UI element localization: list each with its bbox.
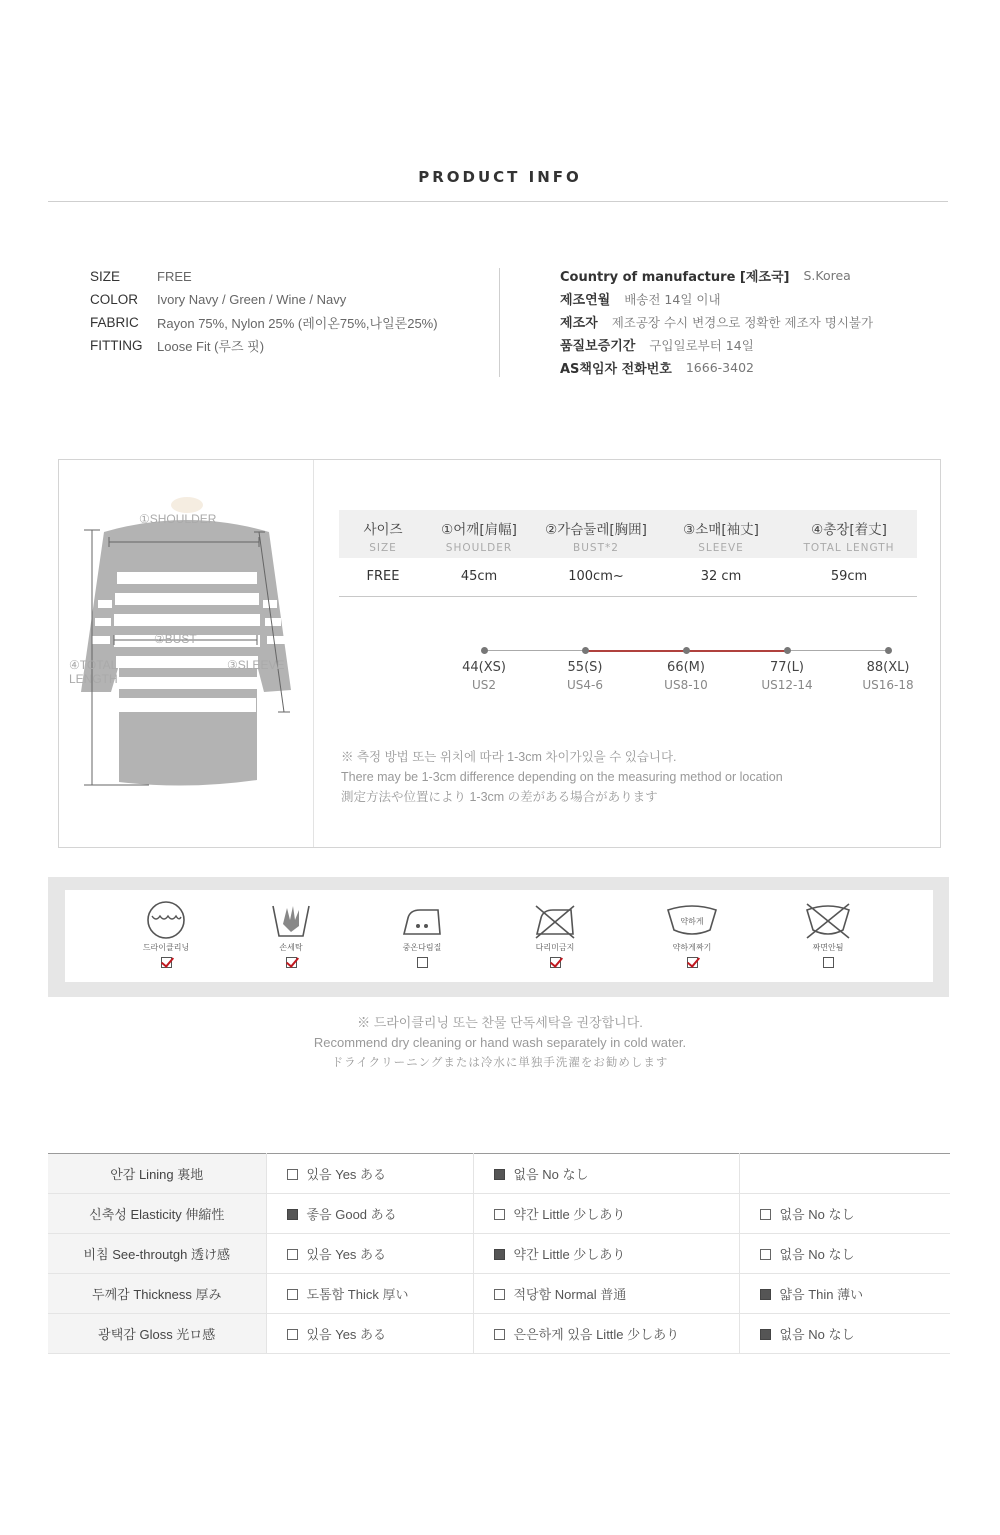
- care-checkbox: [823, 957, 834, 968]
- option-checkbox: [287, 1169, 298, 1180]
- scale-dot: [481, 647, 488, 654]
- option-checkbox: [494, 1169, 505, 1180]
- feature-option: [473, 1274, 739, 1314]
- spec-key: 제조자: [560, 316, 598, 331]
- spec-key: 품질보증기간: [560, 339, 636, 354]
- spec-key: FITTING: [90, 338, 143, 353]
- garment-diagram: [59, 460, 314, 847]
- scale-label: [545, 660, 625, 692]
- table-row: [48, 1154, 950, 1194]
- option-checkbox: [287, 1289, 298, 1300]
- care-note-ko: ※ 드라이클리닝 또는 찬물 단독세탁을 권장합니다.: [357, 1015, 643, 1030]
- scale-label: [444, 660, 524, 692]
- sleeve-label: ③SLEEVE: [227, 658, 285, 672]
- spec-value: Rayon 75%, Nylon 25% (레이온75%,나일론25%): [157, 316, 438, 331]
- header-en: BUST*2: [573, 542, 619, 554]
- scale-kr-size: 77(L): [770, 660, 804, 675]
- option-text: 약간 Little 少しあり: [513, 1247, 626, 1262]
- spec-row: [90, 265, 438, 288]
- feature-label: 광택감 Gloss 光ロ感: [48, 1314, 266, 1354]
- scale-us-size: US4-6: [567, 678, 603, 692]
- spec-list-right: [560, 264, 873, 379]
- option-checkbox: [760, 1289, 771, 1300]
- feature-option: [739, 1194, 950, 1234]
- feature-option: [739, 1274, 950, 1314]
- gentle-wring-icon: [642, 900, 742, 940]
- care-label: 손세탁: [279, 943, 303, 952]
- option-checkbox: [494, 1249, 505, 1260]
- care-item: [116, 890, 216, 982]
- header-cell: [531, 510, 661, 558]
- size-scale: [379, 640, 914, 700]
- option-text: 없음 No なし: [779, 1207, 855, 1222]
- care-checkbox: [550, 957, 561, 968]
- option-text: 있음 Yes ある: [306, 1247, 387, 1262]
- scale-us-size: US12-14: [761, 678, 813, 692]
- measure-note: [341, 747, 783, 807]
- svg-text:약하게: 약하게: [680, 917, 704, 926]
- header-en: SIZE: [369, 542, 397, 554]
- spec-value: 1666-3402: [685, 360, 754, 375]
- table-row: [339, 558, 917, 596]
- scale-dot: [784, 647, 791, 654]
- feature-option: [473, 1314, 739, 1354]
- feature-option: [266, 1234, 473, 1274]
- size-cell: FREE: [339, 558, 427, 596]
- page-title: PRODUCT INFO: [418, 168, 582, 186]
- care-label: 다리미금지: [535, 943, 575, 952]
- feature-option: [739, 1314, 950, 1354]
- header-ko: ②가슴둘레[胸囲]: [545, 522, 647, 538]
- scale-label: [747, 660, 827, 692]
- note-en: There may be 1-3cm difference depending on the measuring method or location: [341, 770, 783, 784]
- care-checkbox: [161, 957, 172, 968]
- feature-label: 비침 See-throutgh 透け感: [48, 1234, 266, 1274]
- table-row: [48, 1314, 950, 1354]
- spec-key: COLOR: [90, 292, 139, 307]
- scale-kr-size: 55(S): [567, 660, 603, 675]
- no-iron-icon: [505, 900, 605, 940]
- iron-medium-icon: [372, 900, 472, 940]
- care-checkbox: [687, 957, 698, 968]
- table-row: [48, 1194, 950, 1234]
- header-en: SHOULDER: [445, 542, 513, 554]
- spec-row: [90, 311, 438, 334]
- care-panel: [48, 877, 949, 997]
- spec-row: [560, 333, 873, 356]
- scale-label: [848, 660, 928, 692]
- spec-value: S.Korea: [803, 268, 851, 283]
- spec-list-left: [90, 265, 438, 357]
- scale-dot: [582, 647, 589, 654]
- spec-key: Country of manufacture [제조국]: [560, 270, 790, 285]
- feature-option: [266, 1194, 473, 1234]
- size-chart-box: [58, 459, 941, 848]
- spec-row: [560, 310, 873, 333]
- feature-option: [473, 1194, 739, 1234]
- size-table-header: [339, 510, 917, 558]
- spec-row: [560, 264, 873, 287]
- spec-value: 구입일로부터 14일: [649, 337, 754, 353]
- care-icons: [65, 890, 933, 982]
- spec-value: FREE: [157, 269, 192, 284]
- care-note-ja: ドライクリーニングまたは冷水に単独手洗濯をお勧めします: [331, 1057, 669, 1069]
- option-text: 없음 No なし: [513, 1167, 589, 1182]
- feature-label: 두께감 Thickness 厚み: [48, 1274, 266, 1314]
- shoulder-cell: 45cm: [427, 558, 531, 596]
- spec-value: Loose Fit (루즈 핏): [157, 339, 265, 354]
- table-row: [48, 1234, 950, 1274]
- option-checkbox: [287, 1329, 298, 1340]
- care-note: [0, 1013, 1000, 1073]
- no-wring-icon: [778, 900, 878, 940]
- header-cell: [781, 510, 917, 558]
- option-text: 있음 Yes ある: [306, 1167, 387, 1182]
- care-label: 드라이클리닝: [142, 943, 190, 952]
- spec-value: 제조공장 수시 변경으로 정확한 제조자 명시불가: [611, 314, 874, 330]
- feature-option: [266, 1314, 473, 1354]
- scale-label: [646, 660, 726, 692]
- spec-key: SIZE: [90, 269, 121, 284]
- sleeve-cell: 32 cm: [661, 558, 781, 596]
- option-checkbox: [287, 1249, 298, 1260]
- note-ja: 測定方法や位置により 1-3cm の差がある場合があります: [341, 790, 658, 804]
- spec-row: [90, 288, 438, 311]
- feature-option: [266, 1274, 473, 1314]
- option-text: 도톰함 Thick 厚い: [306, 1287, 409, 1302]
- dry-clean-icon: [116, 900, 216, 940]
- care-checkbox: [417, 957, 428, 968]
- hand-wash-icon: [241, 900, 341, 940]
- spec-value: 배송전 14일 이내: [624, 291, 721, 307]
- option-text: 적당함 Normal 普通: [513, 1287, 627, 1302]
- option-text: 약간 Little 少しあり: [513, 1207, 626, 1222]
- header-en: SLEEVE: [698, 542, 744, 554]
- spec-key: FABRIC: [90, 315, 139, 330]
- spec-key: 제조연월: [560, 293, 611, 308]
- spec-key: AS책임자 전화번호: [560, 362, 672, 377]
- bust-label: ②BUST: [154, 632, 197, 646]
- care-note-en: Recommend dry cleaning or hand wash separately in cold water.: [313, 1035, 687, 1050]
- spec-row: [560, 287, 873, 310]
- care-item: [372, 890, 472, 982]
- feature-option: [266, 1154, 473, 1194]
- option-checkbox: [760, 1329, 771, 1340]
- option-checkbox: [494, 1329, 505, 1340]
- header-cell: [427, 510, 531, 558]
- feature-option: [473, 1234, 739, 1274]
- feature-option: [739, 1154, 950, 1194]
- spec-row: [90, 334, 438, 357]
- option-text: 얇음 Thin 薄い: [779, 1287, 864, 1302]
- option-checkbox: [287, 1209, 298, 1220]
- total-length-label: LENGTH: [69, 672, 118, 686]
- feature-option: [473, 1154, 739, 1194]
- header-ko: ③소매[袖丈]: [683, 522, 759, 538]
- care-item: [241, 890, 341, 982]
- option-text: 없음 No なし: [779, 1327, 855, 1342]
- scale-kr-size: 66(M): [667, 660, 705, 675]
- care-label: 짜면안됨: [812, 943, 844, 952]
- care-checkbox: [286, 957, 297, 968]
- scale-kr-size: 88(XL): [866, 660, 910, 675]
- scale-us-size: US8-10: [664, 678, 708, 692]
- header-ko: 사이즈: [363, 522, 403, 538]
- option-checkbox: [494, 1289, 505, 1300]
- fabric-feature-table: [48, 1153, 950, 1354]
- scale-us-size: US16-18: [862, 678, 914, 692]
- option-text: 은은하게 있음 Little 少しあり: [513, 1327, 680, 1342]
- bust-cell: 100cm~: [531, 558, 661, 596]
- care-item: [778, 890, 878, 982]
- header-cell: [661, 510, 781, 558]
- header-cell: [339, 510, 427, 558]
- option-checkbox: [494, 1209, 505, 1220]
- shoulder-label: ①SHOULDER: [139, 512, 217, 526]
- feature-label: 안감 Lining 裏地: [48, 1154, 266, 1194]
- header-ko: ①어깨[肩幅]: [441, 522, 517, 538]
- scale-us-size: US2: [471, 678, 497, 692]
- care-item: [642, 890, 742, 982]
- spec-value: Ivory Navy / Green / Wine / Navy: [157, 292, 347, 307]
- title-divider: [48, 201, 948, 202]
- option-checkbox: [760, 1209, 771, 1220]
- header-ko: ④총장[着丈]: [811, 522, 887, 538]
- note-ko: ※ 측정 방법 또는 위치에 따라 1-3cm 차이가있을 수 있습니다.: [341, 750, 677, 764]
- size-table: [339, 510, 917, 597]
- feature-label: 신축성 Elasticity 伸縮性: [48, 1194, 266, 1234]
- feature-option: [739, 1234, 950, 1274]
- scale-dot: [885, 647, 892, 654]
- care-label: 중온다림질: [402, 943, 442, 952]
- option-checkbox: [760, 1249, 771, 1260]
- care-label: 약하게짜기: [672, 943, 712, 952]
- spec-row: [560, 356, 873, 379]
- option-text: 있음 Yes ある: [306, 1327, 387, 1342]
- option-text: 좋음 Good ある: [306, 1207, 397, 1222]
- total-length-label: ④TOTAL: [69, 658, 118, 672]
- table-row: [48, 1274, 950, 1314]
- total-length-cell: 59cm: [781, 558, 917, 596]
- scale-dot: [683, 647, 690, 654]
- header-en: TOTAL LENGTH: [803, 542, 895, 554]
- scale-kr-size: 44(XS): [462, 660, 506, 675]
- spec-divider: [499, 268, 500, 377]
- option-text: 없음 No なし: [779, 1247, 855, 1262]
- care-item: [505, 890, 605, 982]
